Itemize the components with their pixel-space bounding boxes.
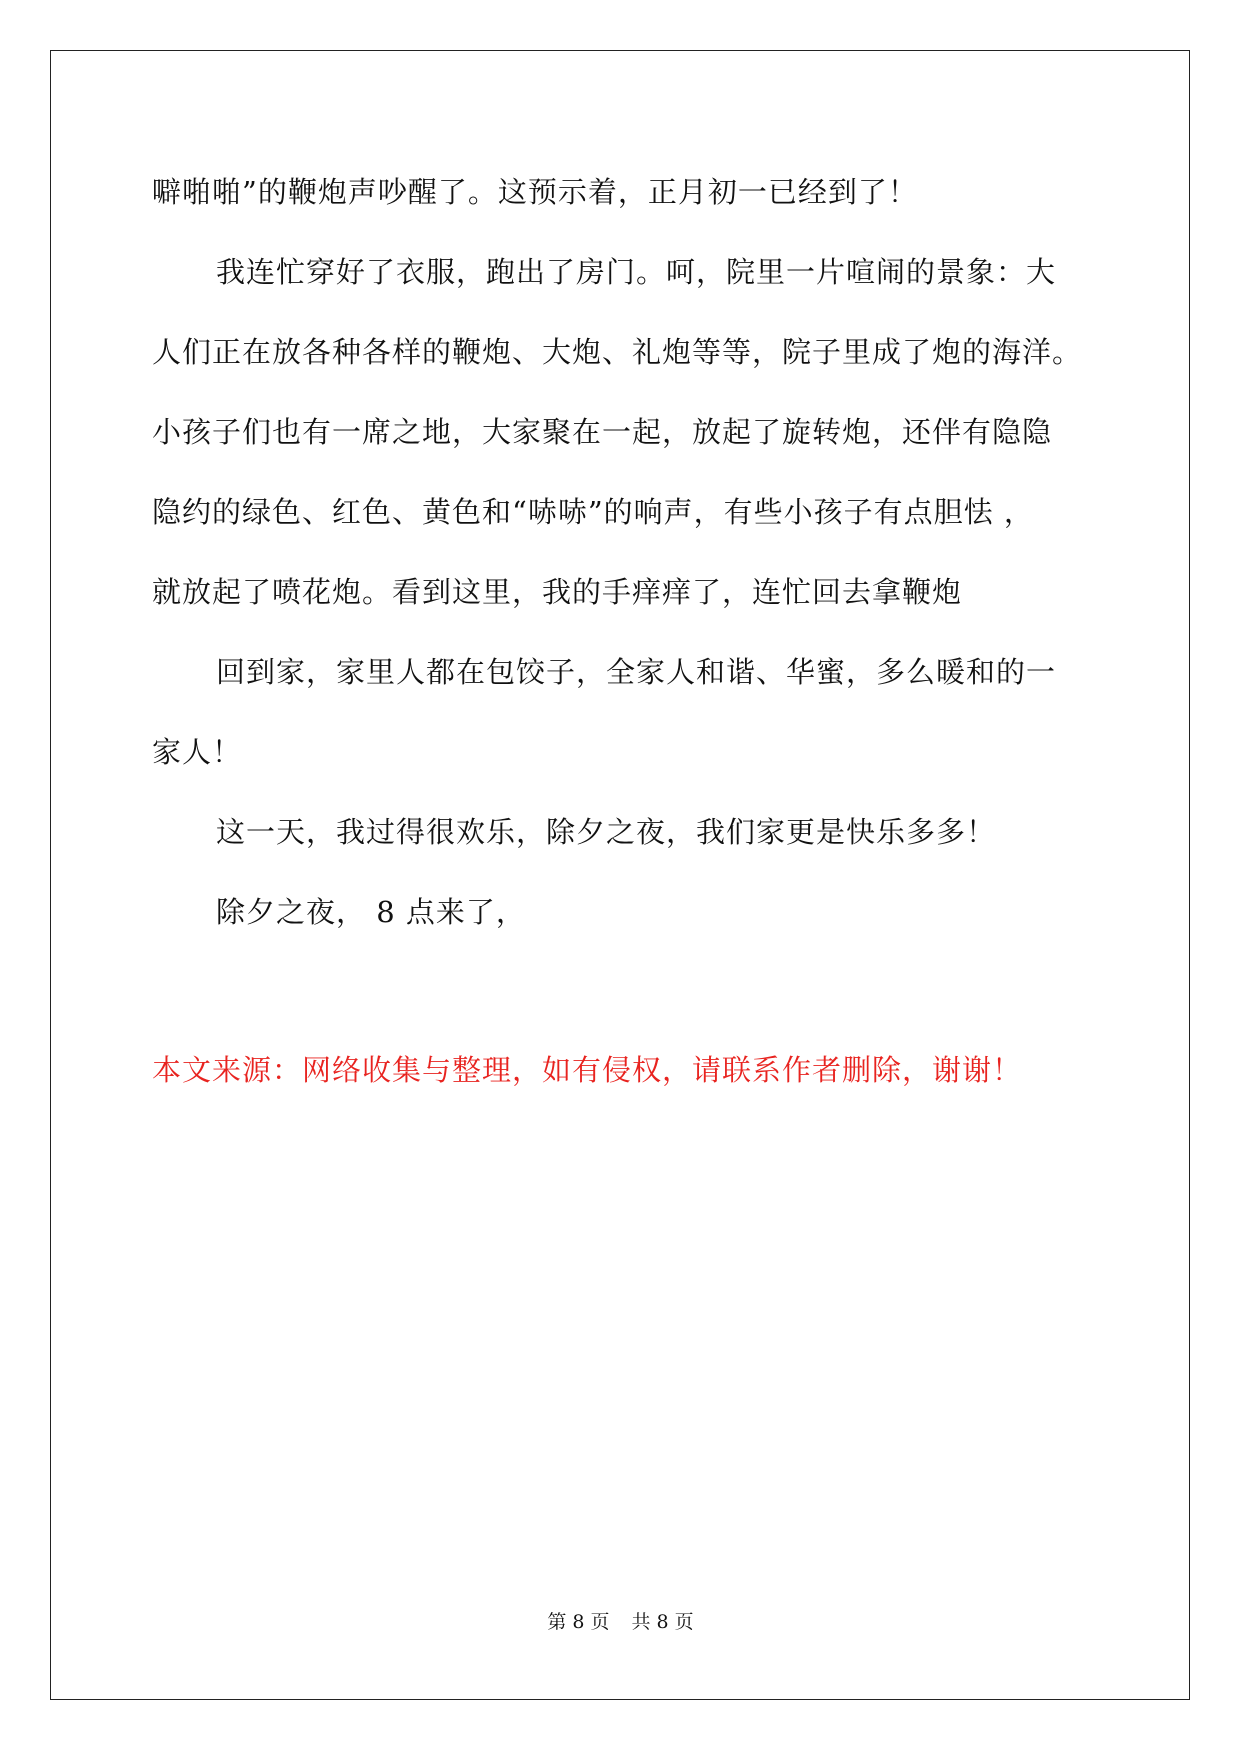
paragraph-start-line: 回到家，家里人都在包饺子，全家人和谐、华蜜，多么暖和的一 xyxy=(216,655,1057,689)
page-footer xyxy=(0,1610,1241,1634)
source-note: 本文来源：网络收集与整理，如有侵权，请联系作者删除，谢谢！ xyxy=(152,1053,1023,1087)
body-line: 噼啪啪”的鞭炮声吵醒了。这预示着，正月初一已经到了！ xyxy=(152,175,918,209)
paragraph-start-line: 除夕之夜， 8 点来了， xyxy=(216,895,526,929)
paragraph-start-line: 这一天，我过得很欢乐，除夕之夜，我们家更是快乐多多！ xyxy=(216,815,997,849)
body-line: 家人！ xyxy=(152,735,243,769)
body-line: 人们正在放各种各样的鞭炮、大炮、礼炮等等，院子里成了炮的海洋。 xyxy=(152,335,1083,369)
page-number: 第 8 页 xyxy=(547,1611,610,1633)
page-total: 共 8 页 xyxy=(631,1611,694,1633)
paragraph-start-line: 我连忙穿好了衣服，跑出了房门。呵，院里一片喧闹的景象：大 xyxy=(216,255,1057,289)
body-line: 就放起了喷花炮。看到这里，我的手痒痒了，连忙回去拿鞭炮 xyxy=(152,575,963,609)
body-line: 隐约的绿色、红色、黄色和“哧哧”的响声，有些小孩子有点胆怯 ， xyxy=(152,495,1034,529)
page-border xyxy=(50,50,1190,1700)
body-line: 小孩子们也有一席之地，大家聚在一起，放起了旋转炮，还伴有隐隐 xyxy=(152,415,1053,449)
